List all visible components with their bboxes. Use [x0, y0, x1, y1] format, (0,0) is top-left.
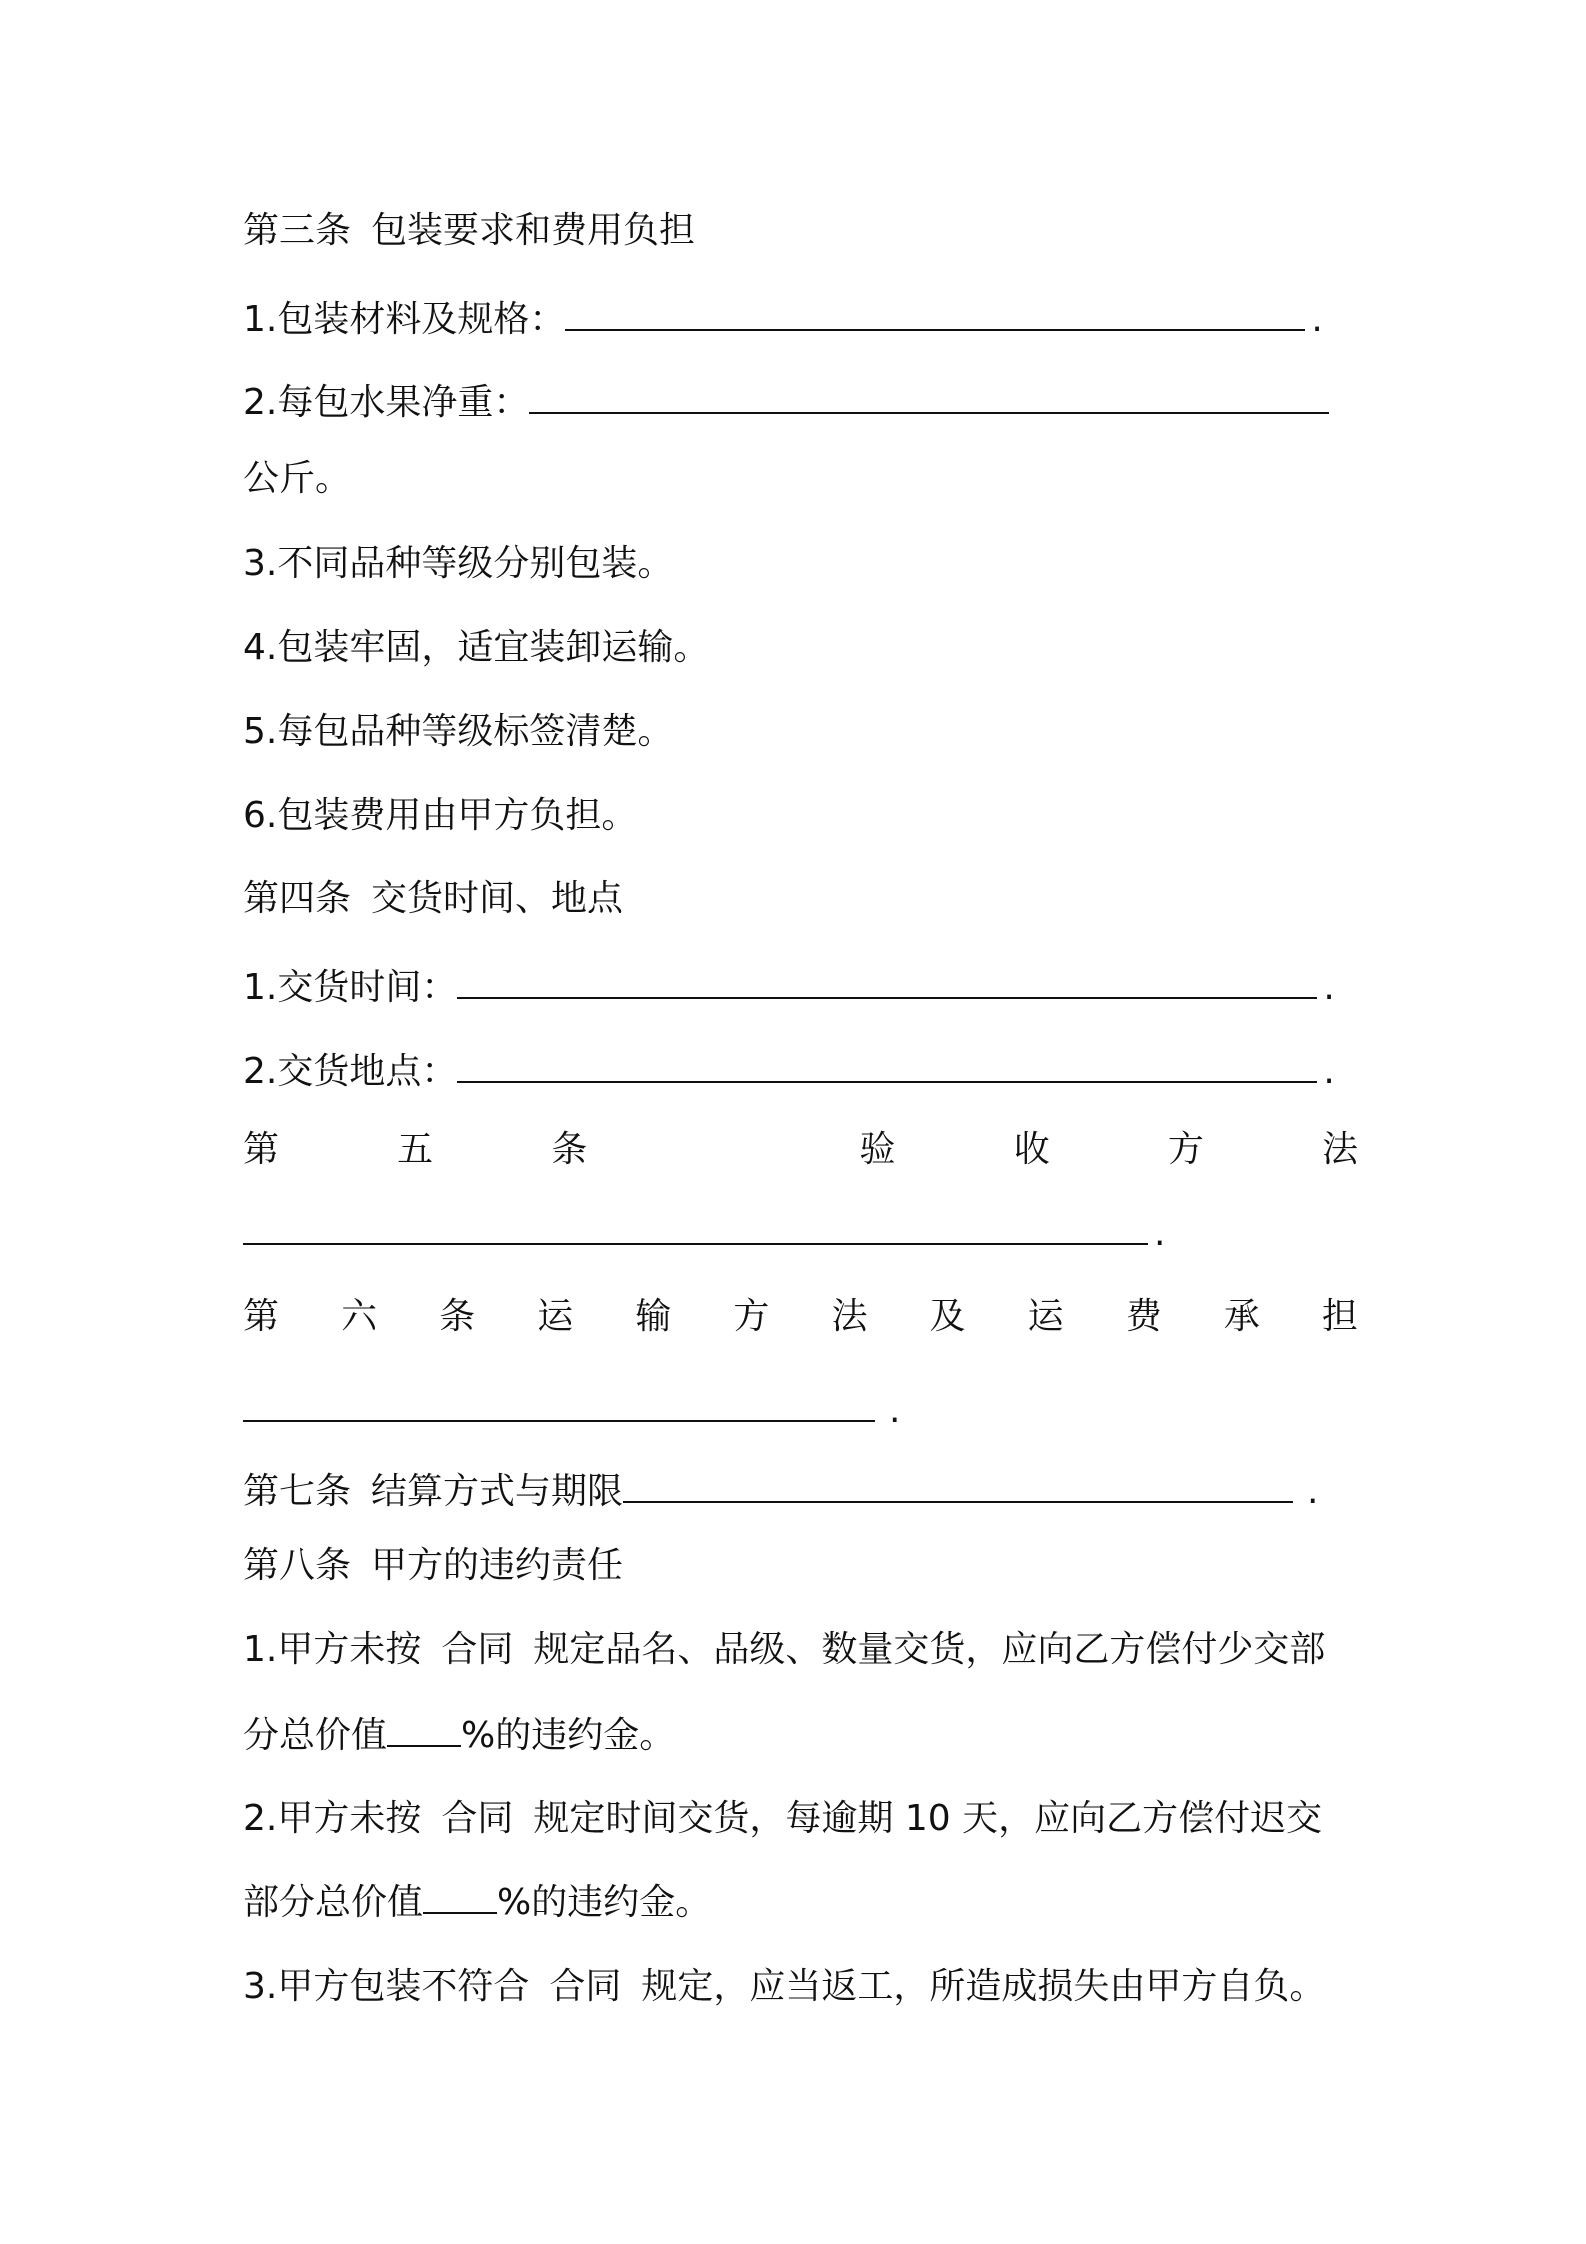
article3-item3: [243, 540, 1358, 588]
net-weight-label: 2.每包水果净重：: [243, 382, 530, 423]
article3-item6: [243, 792, 1358, 840]
article3-title: 包装要求和费用负担: [371, 210, 696, 251]
heading-char: 条: [439, 1296, 476, 1337]
article8-item1-line1: [243, 1626, 1358, 1674]
text-span: %的违约金。: [461, 1715, 676, 1756]
article8-item2-line1: [243, 1795, 1358, 1843]
item-text: 5.每包品种等级标签清楚。: [243, 711, 674, 752]
net-weight-unit: 公斤。: [243, 458, 352, 499]
article6-heading: [243, 1293, 1358, 1341]
net-weight-blank[interactable]: [529, 380, 1329, 414]
heading-char: 方: [733, 1296, 770, 1337]
article8-item3: [243, 1963, 1358, 2011]
heading-char: 验: [859, 1129, 896, 1170]
article3-item4: [243, 624, 1358, 672]
packaging-material-label: 1.包装材料及规格：: [243, 299, 566, 340]
article7-heading: [243, 1468, 1358, 1516]
heading-char: 收: [1013, 1129, 1050, 1170]
heading-char: 输: [635, 1296, 672, 1337]
heading-char: 第: [243, 1296, 280, 1337]
period: .: [1307, 1471, 1319, 1512]
transport-cost-blank[interactable]: [243, 1388, 875, 1422]
heading-char: 运: [1027, 1296, 1064, 1337]
article7-title: 结算方式与期限: [371, 1471, 624, 1512]
heading-char: 法: [831, 1296, 868, 1337]
heading-char: 承: [1223, 1296, 1260, 1337]
period: .: [1323, 967, 1335, 1008]
article4-heading: [243, 875, 1358, 923]
period: .: [1311, 299, 1323, 340]
settlement-blank[interactable]: [623, 1469, 1293, 1503]
text-span: 2.甲方未按: [243, 1798, 422, 1839]
heading-char: 六: [341, 1296, 378, 1337]
contract-term: 合同: [549, 1966, 622, 2007]
contract-term: 合同: [441, 1798, 514, 1839]
period: .: [889, 1390, 901, 1431]
heading-char: 第: [243, 1129, 280, 1170]
text-span: 部分总价值: [243, 1882, 424, 1923]
article4-item2: [243, 1048, 1358, 1096]
article3-item1: [243, 296, 1358, 344]
period: .: [1154, 1213, 1166, 1254]
article4-item1: [243, 964, 1358, 1012]
text-span: 规定品名、品级、数量交货，应向乙方偿付少交部: [533, 1629, 1326, 1670]
delivery-place-label: 2.交货地点：: [243, 1051, 458, 1092]
article3-item2-unit: [243, 455, 1358, 503]
text-span: 分总价值: [243, 1715, 388, 1756]
article4-number: 第四条: [243, 878, 352, 919]
article5-blank-line: [243, 1210, 1358, 1258]
heading-char: 担: [1321, 1296, 1358, 1337]
text-span: %的违约金。: [497, 1882, 712, 1923]
packaging-material-blank[interactable]: [565, 297, 1305, 331]
delivery-place-blank[interactable]: [457, 1049, 1317, 1083]
item-text: 4.包装牢固，适宜装卸运输。: [243, 627, 710, 668]
delivery-time-label: 1.交货时间：: [243, 967, 458, 1008]
heading-char: [705, 1126, 741, 1174]
text-span: 1.甲方未按: [243, 1629, 422, 1670]
article8-heading: [243, 1542, 1358, 1590]
period: .: [1323, 1051, 1335, 1092]
article8-number: 第八条: [243, 1545, 352, 1586]
penalty-percent-blank-2[interactable]: [423, 1880, 497, 1914]
item-text: 3.不同品种等级分别包装。: [243, 543, 674, 584]
article3-item2: [243, 379, 1358, 427]
text-span: 规定，应当返工，所造成损失由甲方自负。: [641, 1966, 1326, 2007]
article3-item5: [243, 708, 1358, 756]
text-span: 规定时间交货，每逾期 10 天，应向乙方偿付迟交: [533, 1798, 1323, 1839]
item-text: 6.包装费用由甲方负担。: [243, 795, 638, 836]
article6-blank-line: [243, 1387, 1358, 1435]
article8-item2-line2: [243, 1879, 1358, 1927]
heading-char: 费: [1125, 1296, 1162, 1337]
contract-term: 合同: [441, 1629, 514, 1670]
heading-char: 方: [1167, 1129, 1204, 1170]
penalty-percent-blank-1[interactable]: [387, 1713, 461, 1747]
article5-heading: [243, 1126, 1358, 1174]
article8-item1-line2: [243, 1712, 1358, 1760]
heading-char: 运: [537, 1296, 574, 1337]
article3-number: 第三条: [243, 210, 352, 251]
heading-char: 条: [551, 1129, 588, 1170]
text-span: 3.甲方包装不符合: [243, 1966, 530, 2007]
delivery-time-blank[interactable]: [457, 965, 1317, 999]
heading-char: 及: [929, 1296, 966, 1337]
article8-title: 甲方的违约责任: [371, 1545, 624, 1586]
heading-char: 法: [1321, 1129, 1358, 1170]
article7-number: 第七条: [243, 1471, 352, 1512]
article4-title: 交货时间、地点: [371, 878, 624, 919]
heading-char: 五: [397, 1129, 434, 1170]
inspection-method-blank[interactable]: [243, 1211, 1148, 1245]
article3-heading: [243, 207, 1358, 255]
